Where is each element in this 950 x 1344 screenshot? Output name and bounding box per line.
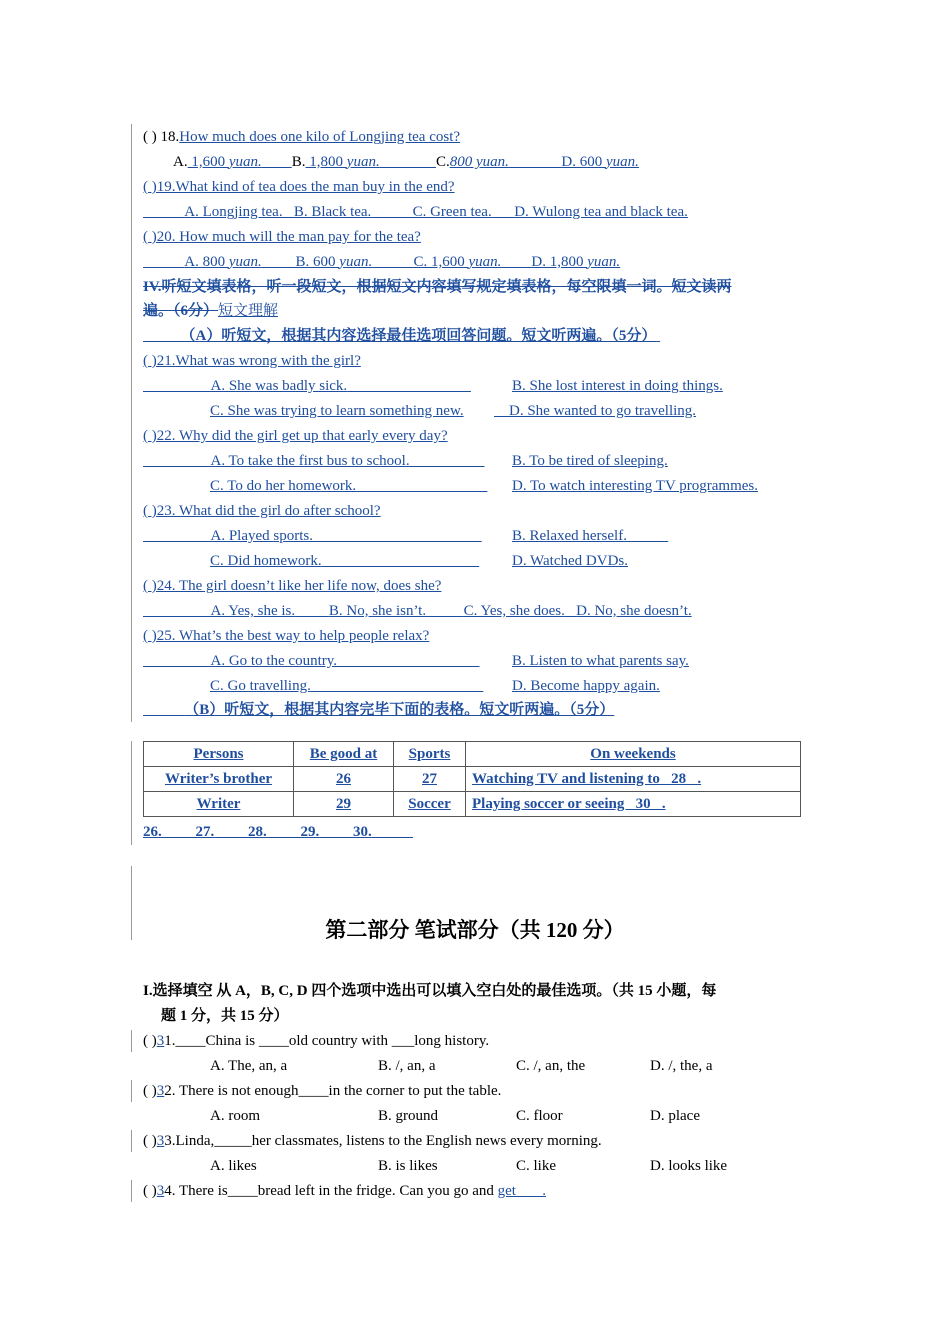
table-cell-blank: 26: [294, 767, 394, 792]
part-b-heading: （B）听短文，根据其内容完毕下面的表格。短文听两遍。（5分）: [184, 702, 615, 718]
part-2-title: 第二部分 笔试部分（共 120 分）: [325, 918, 625, 942]
question-23: ( )23. What did the girl do after school?: [143, 503, 381, 519]
question-21-option-c: C. She was trying to learn something new.: [210, 403, 464, 419]
table-cell: Soccer: [394, 792, 466, 817]
question-22-option-d: D. To watch interesting TV programmes.: [512, 478, 758, 494]
question-23-option-d: D. Watched DVDs.: [512, 553, 628, 569]
question-32-option-c: C. floor: [516, 1108, 563, 1124]
margin-bar: [131, 124, 132, 722]
question-25-option-a: A. Go to the country.: [210, 653, 338, 669]
table-cell: Writer: [144, 792, 294, 817]
table-header: Be good at: [294, 742, 394, 767]
question-31-option-d: D. /, the, a: [650, 1058, 713, 1074]
table-row: [144, 767, 801, 792]
question-32-option-a: A. room: [210, 1108, 260, 1124]
question-31-option-c: C. /, an, the: [516, 1058, 586, 1074]
section-4-heading: IV.听短文填表格，听一段短文，根据短文内容填写规定填表格，每空限填一词。短文读两: [143, 279, 732, 295]
question-18: ( ) 18.How much does one kilo of Longjing tea cost?: [143, 129, 461, 145]
question-19: ( )19.What kind of tea does the man buy in the end?: [143, 179, 455, 195]
question-24-options: A. Yes, she is. B. No, she isn’t. C. Yes, she does. D. No, she doesn’t.: [210, 603, 692, 619]
question-33: ( )33.Linda,_____her classmates, listens to the English news every morning.: [143, 1133, 602, 1149]
question-18-options: A. 1,600 yuan. B. 1,800 yuan. C.800 yuan. D. 600 yuan.: [173, 154, 639, 170]
question-31-option-a: A. The, an, a: [210, 1058, 288, 1074]
question-33-option-d: D. looks like: [650, 1158, 728, 1174]
table-row: [144, 792, 801, 817]
question-32-option-d: D. place: [650, 1108, 700, 1124]
question-24: ( )24. The girl doesn’t like her life now, does she?: [143, 578, 442, 594]
section-1-heading-line2: 题 1 分，共 15 分）: [161, 1008, 289, 1024]
table-cell: Writer’s brother: [144, 767, 294, 792]
table-cell: Playing soccer or seeing 30 .: [466, 792, 801, 817]
question-21-option-b: B. She lost interest in doing things.: [512, 378, 723, 394]
table-cell-blank: 29: [294, 792, 394, 817]
fill-table: [143, 741, 801, 817]
answer-blanks: 26. 27. 28. 29. 30.: [143, 824, 372, 840]
question-32: ( )32. There is not enough____in the corner to put the table.: [143, 1083, 502, 1099]
question-21-option-a: A. She was badly sick.: [210, 378, 348, 394]
question-25-option-b: B. Listen to what parents say.: [512, 653, 689, 669]
margin-bar: [131, 741, 132, 845]
question-32-option-b: B. ground: [378, 1108, 438, 1124]
question-33-option-c: C. like: [516, 1158, 556, 1174]
question-22-option-b: B. To be tired of sleeping.: [512, 453, 668, 469]
question-20-options: A. 800 yuan. B. 600 yuan. C. 1,600 yuan. D. 1,800 yuan.: [184, 254, 621, 270]
question-31: ( )31.____China is ____old country with ___long history.: [143, 1033, 490, 1049]
question-22-option-c: C. To do her homework.: [210, 478, 357, 494]
table-cell: Watching TV and listening to 28 .: [466, 767, 801, 792]
table-header: Sports: [394, 742, 466, 767]
question-33-option-a: A. likes: [210, 1158, 257, 1174]
margin-bar: [131, 1030, 132, 1052]
question-21-option-d: D. She wanted to go travelling.: [509, 403, 697, 419]
question-19-options: A. Longjing tea. B. Black tea. C. Green tea. D. Wulong tea and black tea.: [184, 204, 688, 220]
question-22: ( )22. Why did the girl get up that early every day?: [143, 428, 448, 444]
section-4-heading-line2: 遍。（6分）短文理解: [143, 303, 279, 319]
question-33-option-b: B. is likes: [378, 1158, 438, 1174]
table-cell-blank: 27: [394, 767, 466, 792]
question-31-option-b: B. /, an, a: [378, 1058, 436, 1074]
question-21: ( )21.What was wrong with the girl?: [143, 353, 361, 369]
section-1-heading: I.选择填空 从 A，B, C, D 四个选项中选出可以填入空白处的最佳选项。（共 15 小题，每: [143, 983, 717, 999]
table-header: On weekends: [466, 742, 801, 767]
margin-bar: [131, 1080, 132, 1102]
question-23-option-b: B. Relaxed herself.: [512, 528, 627, 544]
margin-bar: [131, 1130, 132, 1152]
table-header: Persons: [144, 742, 294, 767]
question-23-option-c: C. Did homework.: [210, 553, 322, 569]
question-34: ( )34. There is____bread left in the fridge. Can you go and get .: [143, 1183, 546, 1199]
question-25-option-d: D. Become happy again.: [512, 678, 660, 694]
question-25-option-c: C. Go travelling.: [210, 678, 311, 694]
part-a-heading: （A）听短文，根据其内容选择最佳选项回答问题。短文听两遍。（5分）: [180, 328, 657, 344]
question-23-option-a: A. Played sports.: [210, 528, 313, 544]
table-header-row: [144, 742, 801, 767]
question-22-option-a: A. To take the first bus to school.: [210, 453, 410, 469]
margin-bar: [131, 1180, 132, 1202]
question-20: ( )20. How much will the man pay for the tea?: [143, 229, 421, 245]
question-25: ( )25. What’s the best way to help people relax?: [143, 628, 430, 644]
